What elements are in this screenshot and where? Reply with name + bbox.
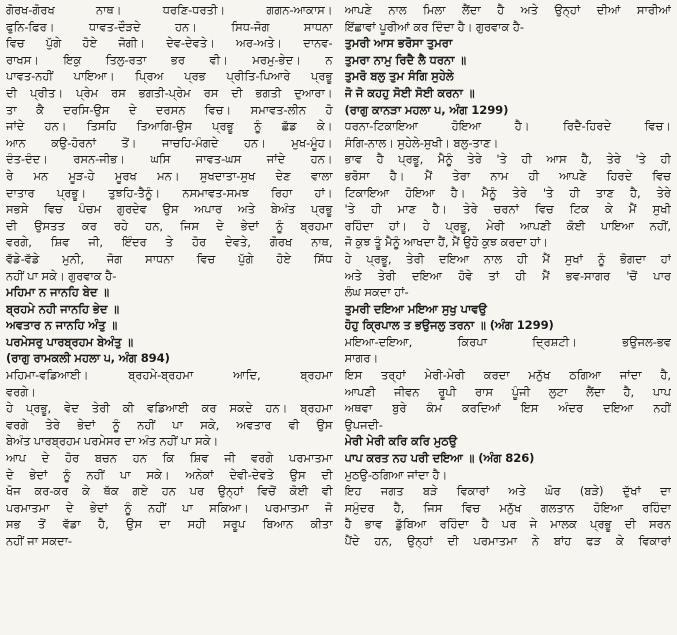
text-line: ਦਾਤਾਰ ਪ੍ਰਭੂ। ਤੁਝਹਿ-ਤੈਨੂੰ। ਨਸਮਾਵਤ-ਸਮਝ ਰਿਹਾ ਹਾਂ। xyxy=(6,185,333,200)
text-line: ਇਸ ਤਰ੍ਹਾਂ ਮੇਰੀ-ਮੇਰੀ ਕਰਦਾ ਮਨੁੱਖ ਠਗਿਆ ਜਾਂਦਾ ਹੈ, xyxy=(344,368,671,383)
text-line: ਹੇ ਪ੍ਰਭੂ, ਵੇਦ ਤੇਰੀ ਕੀ ਵਡਿਆਈ ਕਰ ਸਕਦੇ ਹਨ। ਬ੍ਰਹਮਾ xyxy=(6,401,333,416)
gurbani-quote-line: ਬ੍ਰਹਮੇ ਨਹੀ ਜਾਨਹਿ ਭੇਦ ॥ xyxy=(6,301,120,316)
text-line: ਮਹਿਮਾ-ਵਡਿਆਈ। ਬ੍ਰਹਮੇ-ਬ੍ਰਹਮਾ ਆਦਿ, ਬ੍ਰਹਮਾ xyxy=(6,368,333,383)
text-line: ਦੰਤ-ਦੰਦ। ਰਸਨ-ਜੀਭ। ਘਸਿ ਜਾਵਤ-ਘਸ ਜਾਂਦੇ ਹਨ। xyxy=(6,152,333,167)
text-line: ਭਾਵ ਹੈ ਪ੍ਰਭੂ, ਮੈਨੂੰ ਤੇਰੇ 'ਤੇ ਹੀ ਆਸ ਹੈ, ਤੇਰੇ 'ਤੇ ਹੀ xyxy=(344,152,671,167)
text-line: ਆਨ ਕਉ-ਹੋਰਨਾਂ ਤੋਂ। ਜਾਚਹਿ-ਮੰਗਦੇ ਹਨ। ਮੁਖ-ਮੂੰਹ। xyxy=(6,135,333,150)
gurbani-quote-line: ਮਹਿਮਾ ਨ ਜਾਨਹਿ ਬੇਦ ॥ xyxy=(6,285,110,300)
text-line: ਫੁਨਿ-ਫਿਰ। ਧਾਵਤ-ਦੌੜਦੇ ਹਨ। ਸਿਧ-ਜੋਗ ਸਾਧਨਾ xyxy=(6,19,333,34)
gurbani-quote-line: ਅਵਤਾਰ ਨ ਜਾਨਹਿ ਅੰਤੁ ॥ xyxy=(6,318,118,333)
text-line: ਹੇ ਪ੍ਰਭੂ, ਤੇਰੀ ਦਇਆ ਨਾਲ ਹੀ ਮੈਂ ਸੁਖਾਂ ਨੂੰ ਭੋਗਦਾ ਹਾਂ xyxy=(344,251,671,266)
text-line: ਸਭ ਤੋਂ ਵੱਡਾ ਹੈ, ਉਸ ਦਾ ਸਹੀ ਸਰੂਪ ਬਿਆਨ ਕੀਤਾ xyxy=(6,517,333,532)
text-line: ਟਿਕਾਇਆ ਹੋਇਆ ਹੈ। ਮੈਨੂੰ ਤੇਰੇ 'ਤੇ ਹੀ ਤਾਣ ਹੈ, ਤੇਰੇ xyxy=(344,185,671,200)
text-line: ਰੇ ਮਨ ਮੂੜ-ਹੇ ਮੂਰਖ ਮਨ। ਸੁਖਦਾਤਾ-ਸੁਖ ਦੇਣ ਵਾਲਾ xyxy=(6,168,333,183)
text-line: ਦੇ ਭੇਦਾਂ ਨੂੰ ਨਹੀਂ ਪਾ ਸਕੇ। ਅਨੇਕਾਂ ਦੇਵੀ-ਦੇਵਤੇ ਉਸ ਦੀ xyxy=(6,467,333,482)
gurbani-quote-line: ਮੇਰੀ ਮੇਰੀ ਕਰਿ ਕਰਿ ਮੁਠਉ xyxy=(344,434,458,449)
text-line: ਦੀ ਉਸਤਤ ਕਰ ਰਹੇ ਹਨ, ਜਿਸ ਦੇ ਭੇਦਾਂ ਨੂੰ ਬ੍ਰਹਮਾ xyxy=(6,218,333,233)
gurbani-quote-line: ਪਾਪ ਕਰਤ ਨਹ ਪਰੀ ਦਇਆ ॥ (ਅੰਗ 826) xyxy=(344,451,535,466)
text-line: ਇੱਛਾਵਾਂ ਪੂਰੀਆਂ ਕਰ ਦਿੰਦਾ ਹੈ। ਗੁਰਵਾਕ ਹੈ- xyxy=(344,19,525,34)
text-line: ਆਪਣੀ ਜੀਵਨ ਰੂਪੀ ਰਾਸ ਪੂੰਜੀ ਲੁਟਾ ਲੈਂਦਾ ਹੈ, ਪਾਪ xyxy=(344,384,671,399)
gurbani-quote-line: ਹੋਹੁ ਕ੍ਰਿਪਾਲ ਤ ਭਉਜਲੁ ਤਰਨਾ ॥ (ਅੰਗ 1299) xyxy=(344,318,554,333)
text-line: ਨਹੀਂ ਪਾ ਸਕੇ। ਗੁਰਵਾਕ ਹੈ- xyxy=(6,268,117,283)
gurbani-quote-line: ਤੁਮਰੀ ਦਇਆ ਮਇਆ ਸੁਖੁ ਪਾਵਉ xyxy=(344,301,487,316)
text-line: ਰਹਿੰਦਾ ਹਾਂ। ਹੇ ਪ੍ਰਭੂ, ਮੇਰੀ ਆਪਣੀ ਕੋਈ ਪਾਇਆ ਨਹੀਂ, xyxy=(344,218,671,233)
text-line: ਪੈਂਦੇ ਹਨ, ਉਨ੍ਹਾਂ ਦੀ ਪਰਮਾਤਮਾ ਨੇ ਬਾਂਹ ਫੜ ਕੇ ਵਿਕਾਰਾਂ xyxy=(344,534,671,548)
text-line: ਖੋਜ ਕਰ-ਕਰ ਕੇ ਥੱਕ ਗਏ ਹਨ ਪਰ ਉਨ੍ਹਾਂ ਵਿਚੋਂ ਕੋਈ ਵੀ xyxy=(6,484,333,499)
text-line: ਤਾ ਕੈ ਦਰਸਿ-ਉਸ ਦੇ ਦਰਸਨ ਵਿਚ। ਸਮਾਵਤ-ਲੀਨ ਹੋ xyxy=(6,102,333,117)
text-line: ਅਤੇ ਤੇਰੀ ਦਇਆ ਹੋਵੇ ਤਾਂ ਹੀ ਮੈਂ ਭਵ-ਸਾਗਰ 'ਚੋਂ ਪਾਰ xyxy=(344,268,671,283)
scripture-reference: (ਰਾਗੁ ਕਾਨੜਾ ਮਹਲਾ ੫, ਅੰਗ 1299) xyxy=(344,102,509,117)
text-line: ਬੇਅੰਤ ਪਾਰਬ੍ਰਹਮ ਪਰਮੇਸਰ ਦਾ ਅੰਤ ਨਹੀਂ ਪਾ ਸਕੇ। xyxy=(6,434,219,449)
text-line: ਧਰਨਾ-ਟਿਕਾਇਆ ਹੋਇਆ ਹੈ। ਰਿਦੈ-ਹਿਰਦੇ ਵਿਚ। xyxy=(344,119,671,134)
text-line: 'ਤੇ ਹੀ ਮਾਣ ਹੈ। ਤੇਰੇ ਚਰਨਾਂ ਵਿਚ ਟਿਕ ਕੇ ਮੈਂ ਸੁਖੀ xyxy=(344,202,671,217)
text-line: ਵਰਗੇ, ਸ਼ਿਵ ਜੀ, ਇੰਦਰ ਤੇ ਹੋਰ ਦੇਵਤੇ, ਗੋਰਖ ਨਾਥ, xyxy=(6,235,333,250)
text-line: ਮਇਆ-ਦਇਆ, ਕਿਰਪਾ ਦ੍ਰਿਸ਼ਟੀ। ਭਉਜਲ-ਭਵ xyxy=(344,334,671,349)
text-line: ਆਪਣੇ ਨਾਲ ਮਿਲਾ ਲੈਂਦਾ ਹੈ ਅਤੇ ਉਨ੍ਹਾਂ ਦੀਆਂ ਸਾਰੀਆਂ xyxy=(344,3,671,17)
text-line: ਅਥਵਾ ਬੁਰੇ ਕੰਮ ਕਰਦਿਆਂ ਇਸ ਅੰਦਰ ਦਇਆ ਨਹੀਂ xyxy=(344,401,671,416)
text-line: ਸਮੁੰਦਰ ਹੈ, ਜਿਸ ਵਿਚ ਮਨੁੱਖ ਗਲਤਾਨ ਹੋਇਆ ਰਹਿੰਦਾ xyxy=(344,500,671,515)
right-column xyxy=(345,2,672,635)
text-line: ਹੈ ਭਾਵ ਡੁੱਬਿਆ ਰਹਿੰਦਾ ਹੈ ਪਰ ਜੇ ਮਾਲਕ ਪ੍ਰਭੂ ਦੀ ਸਰਨ xyxy=(344,517,671,532)
text-line: ਪਾਵਤ-ਨਹੀਂ ਪਾਇਆ। ਪ੍ਰਿਅ ਪ੍ਰਭ ਪ੍ਰੀਤਿ-ਪਿਆਰੇ ਪ੍ਰਭੂ xyxy=(6,69,333,84)
text-line: ਗੋਰਖ-ਗੋਰਖ ਨਾਥ। ਧਰਣਿ-ਧਰਤੀ। ਗਗਨ-ਆਕਾਸ। xyxy=(6,3,333,17)
left-column xyxy=(6,2,333,635)
gurbani-quote-line: ਪਰਮੇਸਰੁ ਪਾਰਬ੍ਰਹਮ ਬੇਅੰਤੁ ॥ xyxy=(6,334,134,349)
gurbani-quote-line: ਤੁਮਰਾ ਨਾਮੁ ਰਿਦੈ ਲੈ ਧਰਨਾ ॥ xyxy=(344,52,467,67)
text-line: ਸੰਗਿ-ਨਾਲ। ਸੁਹੇਲੇ-ਸੁਖੀ। ਬਲੁ-ਤਾਣ। xyxy=(344,135,499,150)
text-line: ਲੰਘ ਸਕਦਾ ਹਾਂ- xyxy=(344,285,409,300)
text-line: ਉਪਜਦੀ- xyxy=(344,417,383,432)
gurbani-quote-line: ਤੁਮਰੋ ਬਲੁ ਤੁਮ ਸੰਗਿ ਸੁਹੇਲੇ xyxy=(344,69,454,84)
text-line: ਵਰਗੇ ਤੇਰੇ ਭੇਦਾਂ ਨੂੰ ਨਹੀਂ ਪਾ ਸਕੇ, ਅਵਤਾਰ ਵੀ ਉਸ xyxy=(6,417,333,432)
text-line: ਦੀ ਪ੍ਰੀਤ। ਪ੍ਰੇਮ ਰਸ ਭਗਤੀ-ਪ੍ਰੇਮ ਰਸ ਦੀ ਭਗਤੀ ਦੁਆਰਾ। xyxy=(6,85,333,100)
text-line: ਵਰਗੇ। xyxy=(6,384,36,399)
gurbani-quote-line: ਤੁਮਰੀ ਆਸ ਭਰੋਸਾ ਤੁਮਰਾ xyxy=(344,36,453,51)
gurbani-quote-line: ਜੋ ਜੋ ਕਹਹੁ ਸੋਈ ਸੋਈ ਕਰਨਾ ॥ xyxy=(344,85,475,100)
text-line: ਜੋ ਕੁਝ ਤੂੰ ਮੈਨੂੰ ਆਖਦਾ ਹੈਂ, ਮੈਂ ਉਹੋ ਕੁਝ ਕਰਦਾ ਹਾਂ। xyxy=(344,235,548,250)
text-line: ਮੁਠਉ-ਠਗਿਆ ਜਾਂਦਾ ਹੈ। xyxy=(344,467,448,482)
text-line: ਜਾਂਦੇ ਹਨ। ਤਿਸਹਿ ਤਿਆਗਿ-ਉਸ ਪ੍ਰਭੂ ਨੂੰ ਛੱਡ ਕੇ। xyxy=(6,119,333,134)
text-line: ਵੱਡੇ-ਵੱਡੇ ਮੁਨੀ, ਜੋਗ ਸਾਧਨਾ ਵਿਚ ਪੁੱਗੇ ਹੋਏ ਸਿੱਧ xyxy=(6,251,333,266)
text-line: ਸਾਗਰ। xyxy=(344,351,379,366)
scripture-reference: (ਰਾਗੁ ਰਾਮਕਲੀ ਮਹਲਾ ੫, ਅੰਗ 894) xyxy=(6,351,170,366)
text-line: ਨਹੀਂ ਜਾ ਸਕਦਾ- xyxy=(6,534,73,548)
text-line: ਇਹ ਜਗਤ ਬੜੇ ਵਿਕਾਰਾਂ ਅਤੇ ਘੋਰ (ਬੜੇ) ਦੁੱਖਾਂ ਦਾ xyxy=(344,484,671,499)
text-line: ਪਰਮਾਤਮਾ ਦੇ ਭੇਦਾਂ ਨੂੰ ਨਹੀਂ ਪਾ ਸਕਿਆ। ਪਰਮਾਤਮਾ ਜੋ xyxy=(6,500,333,515)
text-line: ਆਪ ਦੇ ਹੋਰ ਬਚਨ ਹਨ ਕਿ ਸ਼ਿਵ ਜੀ ਵਰਗੇ ਪਰਮਾਤਮਾ xyxy=(6,451,333,466)
text-line: ਰਾਖਸ। ਇਕੁ ਤਿਲੁ-ਰਤਾ ਭਰ ਵੀ। ਮਰਮੁ-ਭੇਦ। ਨ xyxy=(6,52,333,67)
text-line: ਸਭਸੇ ਵਿਚ ਪੰਚਮ ਗੁਰਦੇਵ ਉਸ ਅਪਾਰ ਅਤੇ ਬੇਅੰਤ ਪ੍ਰਭੂ xyxy=(6,202,333,217)
text-line: ਭਰੋਸਾ ਹੈ। ਮੈਂ ਤੇਰਾ ਨਾਮ ਹੀ ਆਪਣੇ ਹਿਰਦੇ ਵਿਚ xyxy=(344,168,671,183)
text-line: ਵਿਚ ਪੁੱਗੇ ਹੋਏ ਜੋਗੀ। ਦੇਵ-ਦੇਵਤੇ। ਅਰ-ਅਤੇ। ਦਾਨਵ- xyxy=(6,36,333,51)
